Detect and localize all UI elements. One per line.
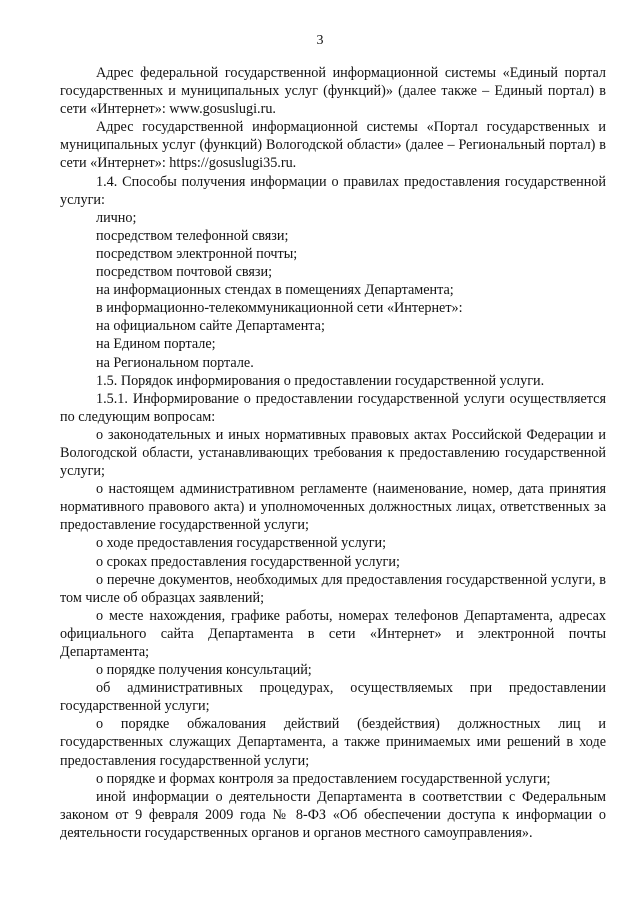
paragraph: о сроках предоставления государственной услуги;	[96, 553, 400, 570]
list-item: посредством электронной почты;	[96, 245, 298, 262]
list-item: на официальном сайте Департамента;	[96, 318, 325, 335]
paragraph: о порядке обжалования действий (бездействия) должностных лиц и государственных служащих Департамента, а также принимаемых ими решений в ходе предоставления государственной услуги;	[60, 716, 606, 769]
list-item: на Едином портале;	[96, 336, 216, 353]
list-item: посредством телефонной связи;	[96, 227, 289, 244]
list-item: лично;	[96, 209, 137, 226]
paragraph: о порядке и формах контроля за предоставлением государственной услуги;	[96, 770, 551, 787]
paragraph: о месте нахождения, графике работы, номерах телефонов Департамента, адресах официального сайта Департамента в сети «Интернет» и электронной почты Департамента;	[60, 607, 606, 660]
paragraph: Адрес государственной информационной системы «Портал государственных и муниципальных услуг (функций) Вологодской области» (далее – Региональный портал) в сети «Интернет»: https://gosuslugi35.ru.	[60, 119, 606, 172]
paragraph: иной информации о деятельности Департамента в соответствии с Федеральным законом от 9 февраля 2009 года № 8-ФЗ «Об обеспечении доступа к информации о деятельности государственных органов и органов местного самоуправления».	[60, 788, 606, 841]
list-item: на информационных стендах в помещениях Департамента;	[96, 282, 454, 299]
paragraph: о законодательных и иных нормативных правовых актах Российской Федерации и Вологодской области, устанавливающих требования к предоставлению государственной услуги;	[60, 426, 606, 480]
paragraph: 1.5.1. Информирование о предоставлении государственной услуги осуществляется по следующим вопросам:	[60, 390, 606, 425]
paragraph: Адрес федеральной государственной информационной системы «Единый портал государственных и муниципальных услуг (функций)» (далее также – Единый портал) в сети «Интернет»: www.gosuslugi.ru.	[60, 65, 606, 118]
list-item: в информационно-телекоммуникационной сети «Интернет»:	[96, 300, 463, 317]
paragraph: о ходе предоставления государственной услуги;	[96, 535, 387, 552]
document-body	[60, 64, 606, 842]
paragraph: о перечне документов, необходимых для предоставления государственной услуги, в том числе об образцах заявлений;	[60, 571, 606, 606]
paragraph: о настоящем административном регламенте (наименование, номер, дата принятия нормативного правового акта) и уполномоченных должностных лицах, ответственных за предоставление государственной услуги;	[60, 481, 606, 534]
list-item: на Региональном портале.	[96, 354, 254, 371]
paragraph: 1.4. Способы получения информации о правилах предоставления государственной услуги:	[60, 173, 606, 208]
page-number: 3	[316, 33, 324, 48]
paragraph: об административных процедурах, осуществляемых при предоставлении государственной услуги;	[60, 680, 606, 715]
paragraph: о порядке получения консультаций;	[96, 662, 312, 679]
list-item: посредством почтовой связи;	[96, 264, 273, 281]
paragraph: 1.5. Порядок информирования о предоставлении государственной услуги.	[96, 372, 545, 389]
